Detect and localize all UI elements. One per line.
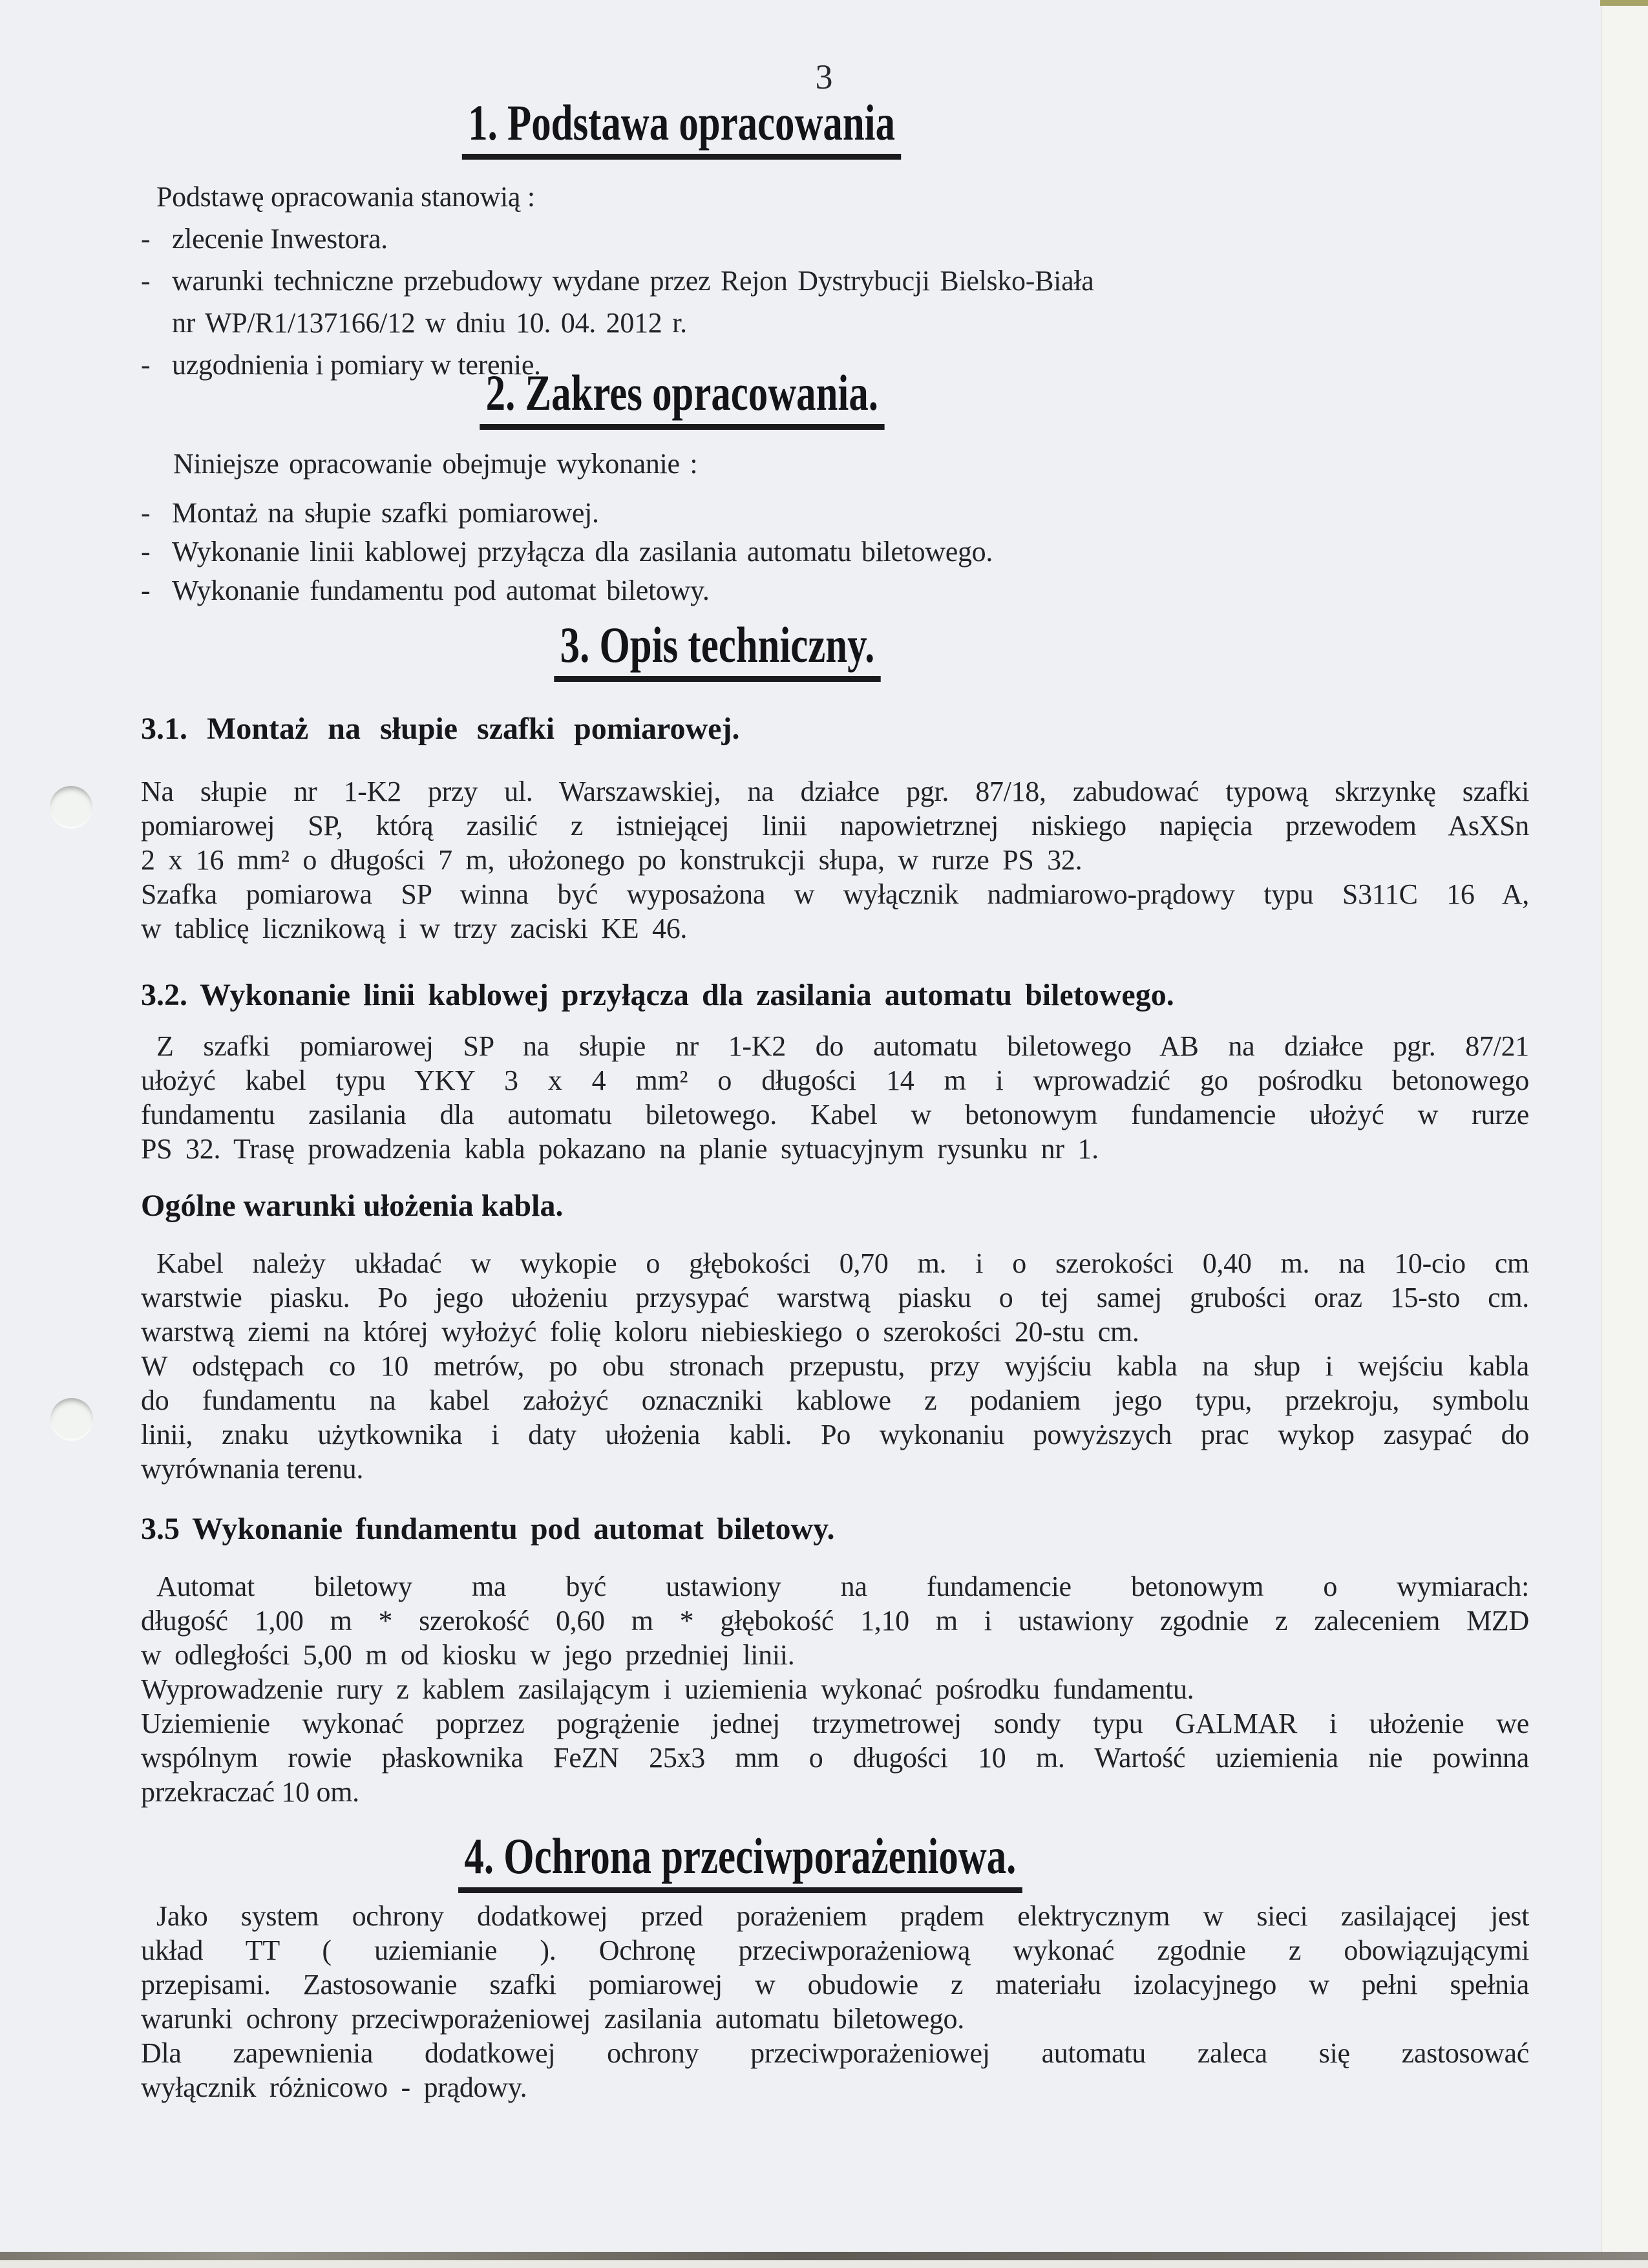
- text-line: długość 1,00 m * szerokość 0,60 m * głębokość 1,10 m i ustawiony zgodnie z zaleceniem MZD: [141, 1605, 1529, 1637]
- subheading-3-1: 3.1. Montaż na słupie szafki pomiarowej.: [141, 712, 740, 746]
- text-line: Z szafki pomiarowej SP na słupie nr 1-K2 do automatu biletowego AB na działce pgr. 87/21: [156, 1030, 1529, 1062]
- list-item-text: Wykonanie linii kablowej przyłącza dla zasilania automatu biletowego.: [172, 536, 993, 567]
- text-line: Niniejsze opracowanie obejmuje wykonanie :: [173, 448, 698, 480]
- paragraph-3-1: [141, 774, 1529, 946]
- bullet-dash: -: [141, 575, 151, 606]
- list-item-continuation: nr WP/R1/137166/12 w dniu 10. 04. 2012 r.: [172, 307, 687, 339]
- bullet-dash: -: [141, 223, 151, 255]
- text-line: Podstawę opracowania stanowią :: [156, 181, 535, 213]
- scanner-bed-strip: [0, 2260, 1648, 2268]
- subheading-3-2: 3.2. Wykonanie linii kablowej przyłącza dla zasilania automatu biletowego.: [141, 978, 1174, 1012]
- text-line: wyrównania terenu.: [141, 1453, 364, 1485]
- bullet-dash: -: [141, 497, 151, 529]
- paragraph-cable-conditions: [141, 1246, 1529, 1486]
- text-line: ułożyć kabel typu YKY 3 x 4 mm² o długości 14 m i wprowadzić go pośrodku betonowego: [141, 1065, 1529, 1096]
- scanner-edge-sliver: [1600, 0, 1648, 6]
- punch-hole: [50, 1398, 93, 1441]
- text-line: Wyprowadzenie rury z kablem zasilającym i uziemienia wykonać pośrodku fundamentu.: [141, 1673, 1194, 1705]
- text-line: do fundamentu na kabel założyć oznaczniki kablowe z podaniem jego typu, przekroju, symbolu: [141, 1384, 1529, 1416]
- text-line: Szafka pomiarowa SP winna być wyposażona w wyłącznik nadmiarowo-prądowy typu S311C 16 A,: [141, 878, 1529, 910]
- section-heading-2: 2. Zakres opracowania.: [480, 367, 884, 430]
- section-2-body: [141, 443, 1529, 610]
- text-line: warstwą ziemi na której wyłożyć folię koloru niebieskiego o szerokości 20-stu cm.: [141, 1316, 1139, 1348]
- text-line: Automat biletowy ma być ustawiony na fundamencie betonowym o wymiarach:: [156, 1571, 1529, 1602]
- list-item: [141, 533, 1529, 571]
- bullet-dash: -: [141, 536, 151, 567]
- list-item-text: Montaż na słupie szafki pomiarowej.: [172, 497, 599, 529]
- section-heading-4: 4. Ochrona przeciwporażeniowa.: [458, 1830, 1022, 1893]
- text-line: warstwie piasku. Po jego ułożeniu przysypać warstwą piasku o tej samej grubości oraz 15-sto cm.: [141, 1282, 1529, 1313]
- text-line: PS 32. Trasę prowadzenia kabla pokazano na planie sytuacyjnym rysunku nr 1.: [141, 1133, 1099, 1165]
- section-4-body: [141, 1899, 1529, 2104]
- list-item-text: warunki techniczne przebudowy wydane przez Rejon Dystrybucji Bielsko-Biała: [172, 265, 1094, 297]
- subheading-3-5: 3.5 Wykonanie fundamentu pod automat biletowy.: [141, 1512, 835, 1546]
- paragraph-3-5: [141, 1569, 1529, 1809]
- text-line: Jako system ochrony dodatkowej przed porażeniem prądem elektrycznym w sieci zasilającej jest: [156, 1900, 1529, 1932]
- text-line: linii, znaku użytkownika i daty ułożenia kabli. Po wykonaniu powyższych prac wykop zasypać do: [141, 1419, 1529, 1450]
- text-line: w tablicę licznikową i w trzy zaciski KE 46.: [141, 913, 688, 944]
- heading-row-4: [126, 1830, 1528, 1893]
- text-line: Uziemienie wykonać poprzez pogrążenie jednej trzymetrowej sondy typu GALMAR i ułożenie we: [141, 1708, 1529, 1739]
- scanner-background-strip: [1601, 0, 1648, 2268]
- text-line: Na słupie nr 1-K2 przy ul. Warszawskiej, na działce pgr. 87/18, zabudować typową skrzynkę szafki: [141, 776, 1529, 807]
- text-line: wyłącznik różnicowo - prądowy.: [141, 2072, 527, 2103]
- list-item-text: uzgodnienia i pomiary w terenie.: [172, 349, 541, 381]
- list-item: [141, 260, 1529, 302]
- text-line: W odstępach co 10 metrów, po obu stronach przepustu, przy wyjściu kabla na słup i wejściu kabla: [141, 1350, 1529, 1382]
- text-line: pomiarowej SP, którą zasilić z istniejącej linii napowietrznej niskiego napięcia przewodem AsXSn: [141, 810, 1529, 842]
- text-line: Kabel należy układać w wykopie o głębokości 0,70 m. i o szerokości 0,40 m. na 10-cio cm: [156, 1247, 1529, 1279]
- list-item: [141, 218, 1529, 260]
- text-line: Dla zapewnienia dodatkowej ochrony przeciwporażeniowej automatu zaleca się zastosować: [141, 2037, 1529, 2069]
- text-line: warunki ochrony przeciwporażeniowej zasilania automatu biletowego.: [141, 2003, 964, 2035]
- list-item-text: zlecenie Inwestora.: [172, 223, 388, 255]
- text-line: układ TT ( uziemianie ). Ochronę przeciwporażeniową wykonać zgodnie z obowiązującymi: [141, 1934, 1529, 1966]
- text-line: 2 x 16 mm² o długości 7 m, ułożonego po konstrukcji słupa, w rurze PS 32.: [141, 844, 1083, 876]
- heading-row-3: [126, 619, 1528, 682]
- text-line: przekraczać 10 om.: [141, 1776, 359, 1808]
- punch-hole: [50, 786, 92, 829]
- subheading-cable-conditions: Ogólne warunki ułożenia kabla.: [141, 1189, 564, 1223]
- text-line: fundamentu zasilania dla automatu biletowego. Kabel w betonowym fundamencie ułożyć w rurze: [141, 1099, 1529, 1130]
- page-edge-shadow: [0, 2252, 1648, 2260]
- section-1-body: [141, 176, 1529, 386]
- text-line: przepisami. Zastosowanie szafki pomiarowej w obudowie z materiału izolacyjnego w pełni spełnia: [141, 1969, 1529, 2000]
- text-line: wspólnym rowie płaskownika FeZN 25x3 mm o długości 10 m. Wartość uziemienia nie powinna: [141, 1742, 1529, 1774]
- section-heading-3: 3. Opis techniczny.: [554, 619, 880, 682]
- list-item: [141, 571, 1529, 610]
- heading-row-1: [126, 94, 1528, 160]
- section-heading-1: 1. Podstawa opracowania: [462, 97, 902, 160]
- list-item-text: Wykonanie fundamentu pod automat biletowy.: [172, 575, 710, 606]
- page-number: 3: [815, 58, 833, 96]
- heading-row-2: [126, 367, 1528, 430]
- spacer: [141, 485, 1529, 494]
- bullet-dash: -: [141, 349, 151, 381]
- paragraph-3-2: [141, 1029, 1529, 1166]
- text-line: w odległości 5,00 m od kiosku w jego przedniej linii.: [141, 1639, 795, 1671]
- list-item: [141, 494, 1529, 533]
- bullet-dash: -: [141, 265, 151, 297]
